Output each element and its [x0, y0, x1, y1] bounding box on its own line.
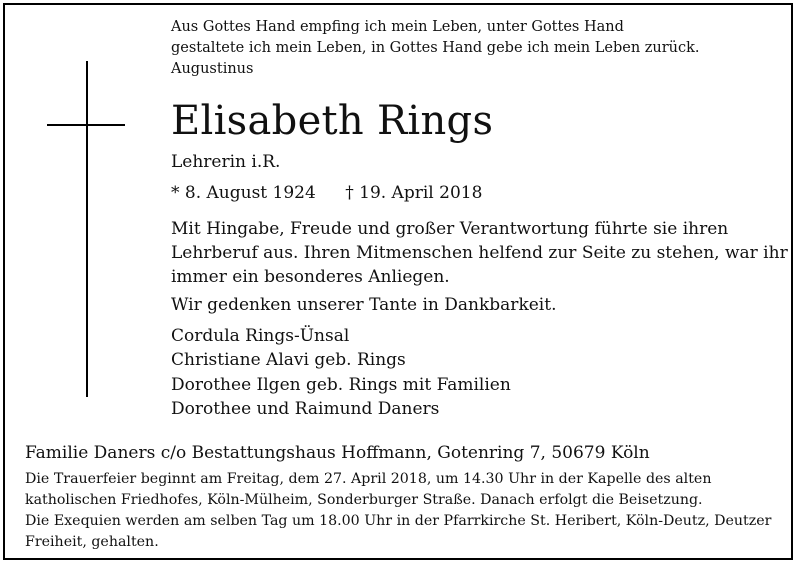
obituary-notice: [3, 3, 793, 560]
cross-icon-horizontal: [47, 124, 125, 126]
mourner-name: Christiane Alavi geb. Rings: [171, 350, 406, 371]
quote-line: gestaltete ich mein Leben, in Gottes Hand gebe ich mein Leben zurück.: [171, 40, 700, 56]
death-date: † 19. April 2018: [345, 183, 483, 203]
quote-author: Augustinus: [171, 61, 254, 77]
cross-icon-vertical: [86, 61, 88, 397]
notice-line: Freiheit, gehalten.: [25, 534, 159, 550]
mourner-name: Dorothee und Raimund Daners: [171, 398, 440, 419]
deceased-name: Elisabeth Rings: [171, 98, 494, 144]
notice-line: katholischen Friedhofes, Köln-Mülheim, Sonderburger Straße. Danach erfolgt die Beisetzung.: [25, 492, 703, 508]
epigraph-quote: [171, 17, 781, 80]
deceased-title: Lehrerin i.R.: [171, 152, 281, 172]
tribute-text: [171, 217, 788, 289]
mourners-list: [171, 324, 511, 421]
mourner-name: Dorothee Ilgen geb. Rings mit Familien: [171, 374, 511, 395]
birth-date: * 8. August 1924: [171, 183, 316, 203]
tribute-line: Lehrberuf aus. Ihren Mitmenschen helfend zur Seite zu stehen, war ihr: [171, 243, 788, 263]
notice-line: Die Exequien werden am selben Tag um 18.00 Uhr in der Pfarrkirche St. Heribert, Köln-Deutz, Deutzer: [25, 513, 772, 529]
tribute-line: Mit Hingabe, Freude und großer Verantwortung führte sie ihren: [171, 219, 729, 239]
funeral-notice: [25, 469, 785, 553]
mourner-name: Cordula Rings-Ünsal: [171, 326, 350, 346]
memory-line: Wir gedenken unserer Tante in Dankbarkeit.: [171, 295, 557, 315]
notice-line: Die Trauerfeier beginnt am Freitag, dem 27. April 2018, um 14.30 Uhr in der Kapelle des alten: [25, 471, 712, 487]
life-dates: [171, 181, 482, 205]
contact-address: Familie Daners c/o Bestattungshaus Hoffmann, Gotenring 7, 50679 Köln: [25, 443, 650, 463]
quote-line: Aus Gottes Hand empfing ich mein Leben, unter Gottes Hand: [171, 19, 624, 35]
tribute-line: immer ein besonderes Anliegen.: [171, 267, 450, 287]
